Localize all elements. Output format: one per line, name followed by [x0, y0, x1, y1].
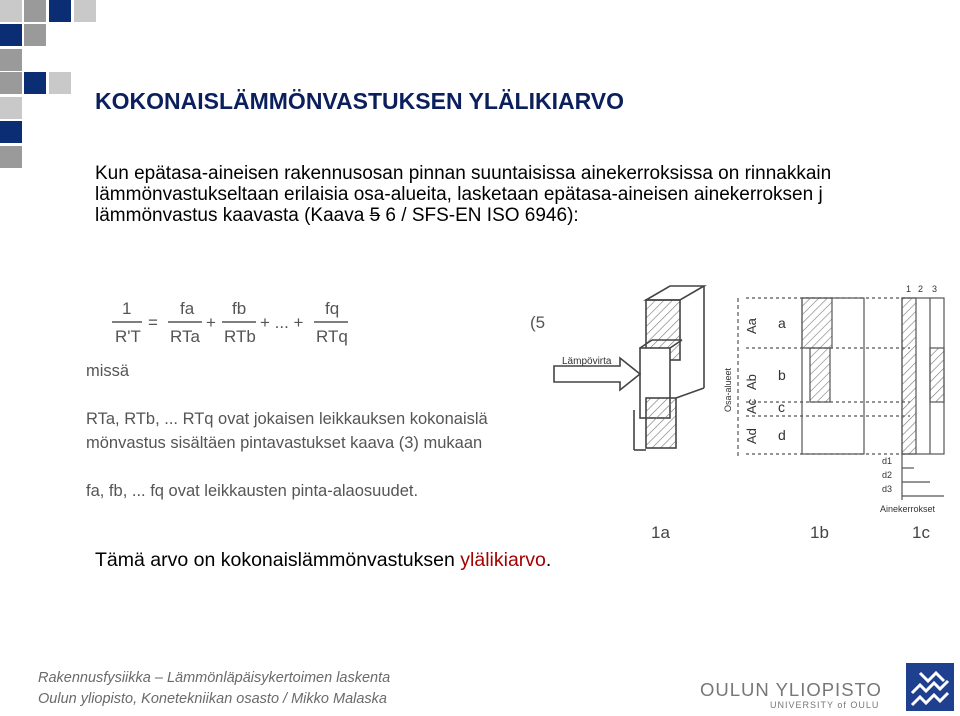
decor-square [24, 24, 46, 46]
decor-square [0, 0, 22, 22]
figure-1b [738, 298, 910, 456]
f-description: fa, fb, ... fq ovat leikkausten pinta-alaosuudet. [86, 482, 419, 500]
figure-1a [554, 286, 704, 450]
decor-square [49, 72, 71, 94]
layer-number-3: 3 [932, 284, 938, 294]
formula-equals: = [148, 313, 158, 332]
lampovirta-label: Lämpövirta [562, 356, 612, 367]
slide-title: KOKONAISLÄMMÖNVASTUKSEN YLÄLIKIARVO [95, 88, 625, 114]
summary-text: Tämä arvo on kokonaislämmönvastuksen [95, 549, 461, 571]
thickness-d1: d1 [882, 456, 893, 466]
figure-label-1a: 1a [651, 523, 670, 542]
region-letter-c: c [778, 399, 785, 415]
section-label-a: Aa [744, 318, 759, 334]
footer-course: Rakennusfysiikka – Lämmönläpäisykertoimen laskenta [38, 670, 391, 686]
r-description-2: mönvastus sisältäen pintavastukset kaava (3) mukaan [86, 434, 483, 452]
region-letter-b: b [778, 367, 786, 383]
formula-t1-num: fa [180, 299, 195, 318]
decor-square [0, 24, 22, 46]
university-name: OULUN YLIOPISTO [700, 679, 882, 700]
missa-label: missä [86, 362, 130, 380]
section-label-c: Ac [744, 398, 759, 414]
thickness-d2: d2 [882, 470, 893, 480]
decor-square [0, 72, 22, 94]
intro-paragraph [95, 163, 915, 226]
formula-lhs-den: R'T [115, 327, 141, 346]
decor-square [49, 0, 71, 22]
summary-highlight: ylälikiarvo [460, 549, 546, 571]
svg-text:+: + [206, 313, 216, 332]
formula-ref: (5 [530, 313, 546, 332]
section-label-b: Ab [744, 374, 759, 390]
formula-t2-den: RTb [224, 327, 256, 346]
section-label-d: Ad [744, 428, 759, 444]
formula-t3-den: RTq [316, 327, 348, 346]
figure-1c [902, 298, 944, 500]
decor-square [24, 0, 46, 22]
summary-line [95, 549, 551, 572]
formula-t1-den: RTa [170, 327, 200, 346]
formula-lhs-num: 1 [122, 299, 132, 318]
struck-formula-number: 5 [369, 205, 381, 226]
ainekerrokset-label: Ainekerrokset [880, 504, 936, 514]
decor-square [0, 49, 22, 71]
decor-square [0, 97, 22, 119]
formula-t3-num: fq [325, 299, 340, 318]
figure-label-1b: 1b [810, 523, 829, 542]
layer-number-1: 1 [906, 284, 912, 294]
intro-text: Kun epätasa-aineisen rakennusosan pinnan suuntaisissa ainekerroksissa on rinnakkain lämmönvastukseltaan erilaisia osa-alueita, lasketaan epätasa-aineisen ainekerroksen j lämmönvastus kaavasta (Kaava [95, 163, 832, 226]
summary-end: . [545, 549, 552, 571]
footer-author: Oulun yliopisto, Konetekniikan osasto / Mikko Malaska [38, 691, 387, 707]
decor-square [0, 121, 22, 143]
formula-t2-num: fb [232, 299, 247, 318]
formula-image [82, 290, 552, 510]
r-description-1: RTa, RTb, ... RTq ovat jokaisen leikkauksen kokonaislä [86, 410, 488, 428]
layer-number-2: 2 [918, 284, 924, 294]
region-letter-d: d [778, 427, 786, 443]
decor-square [0, 146, 22, 168]
decor-square [24, 72, 46, 94]
figure-label-1c: 1c [912, 523, 930, 542]
osa-alueet-label: Osa-alueet [723, 367, 733, 412]
university-logo [906, 663, 954, 711]
decor-square [74, 0, 96, 22]
layer-diagram [550, 278, 950, 546]
region-letter-a: a [778, 315, 786, 331]
formula-ellipsis: + ... + [260, 313, 304, 332]
university-name-en: UNIVERSITY of OULU [770, 700, 880, 710]
thickness-d3: d3 [882, 484, 893, 494]
intro-text-end: 6 / SFS-EN ISO 6946): [380, 205, 579, 226]
